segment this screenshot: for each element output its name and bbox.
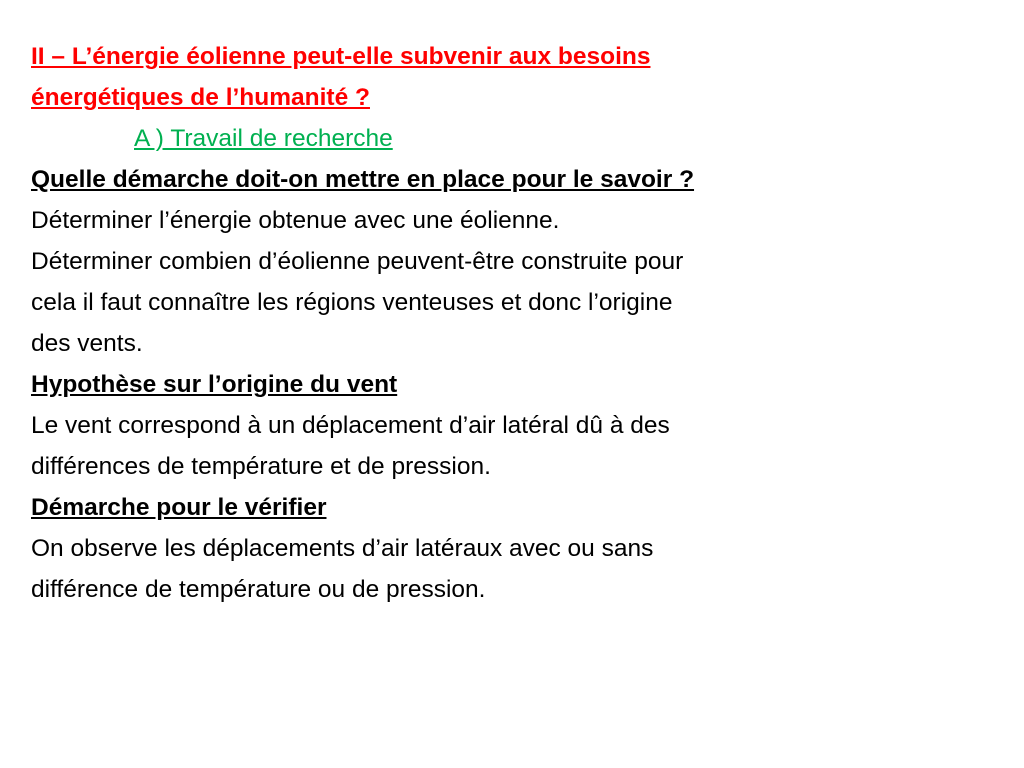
section-text-line: différence de température ou de pression. <box>31 576 486 603</box>
slide-title-line-1: II – L’énergie éolienne peut-elle subvenir aux besoins <box>31 43 651 70</box>
slide-subtitle: A ) Travail de recherche <box>134 125 393 152</box>
slide-content <box>31 36 911 610</box>
section-text-line: des vents. <box>31 330 143 357</box>
section-text-line: Le vent correspond à un déplacement d’air latéral dû à des <box>31 412 670 439</box>
section-text-line: Déterminer combien d’éolienne peuvent-être construite pour <box>31 248 684 275</box>
section-text-line: On observe les déplacements d’air latéraux avec ou sans <box>31 535 654 562</box>
section-text-line: Déterminer l’énergie obtenue avec une éolienne. <box>31 207 560 234</box>
section-heading-demarche: Quelle démarche doit-on mettre en place pour le savoir ? <box>31 166 695 193</box>
section-text-line: cela il faut connaître les régions venteuses et donc l’origine <box>31 289 673 316</box>
section-text-line: différences de température et de pression. <box>31 453 491 480</box>
section-heading-verifier: Démarche pour le vérifier <box>31 494 327 521</box>
slide-title-line-2: énergétiques de l’humanité ? <box>31 84 370 111</box>
section-heading-hypothese: Hypothèse sur l’origine du vent <box>31 371 398 398</box>
